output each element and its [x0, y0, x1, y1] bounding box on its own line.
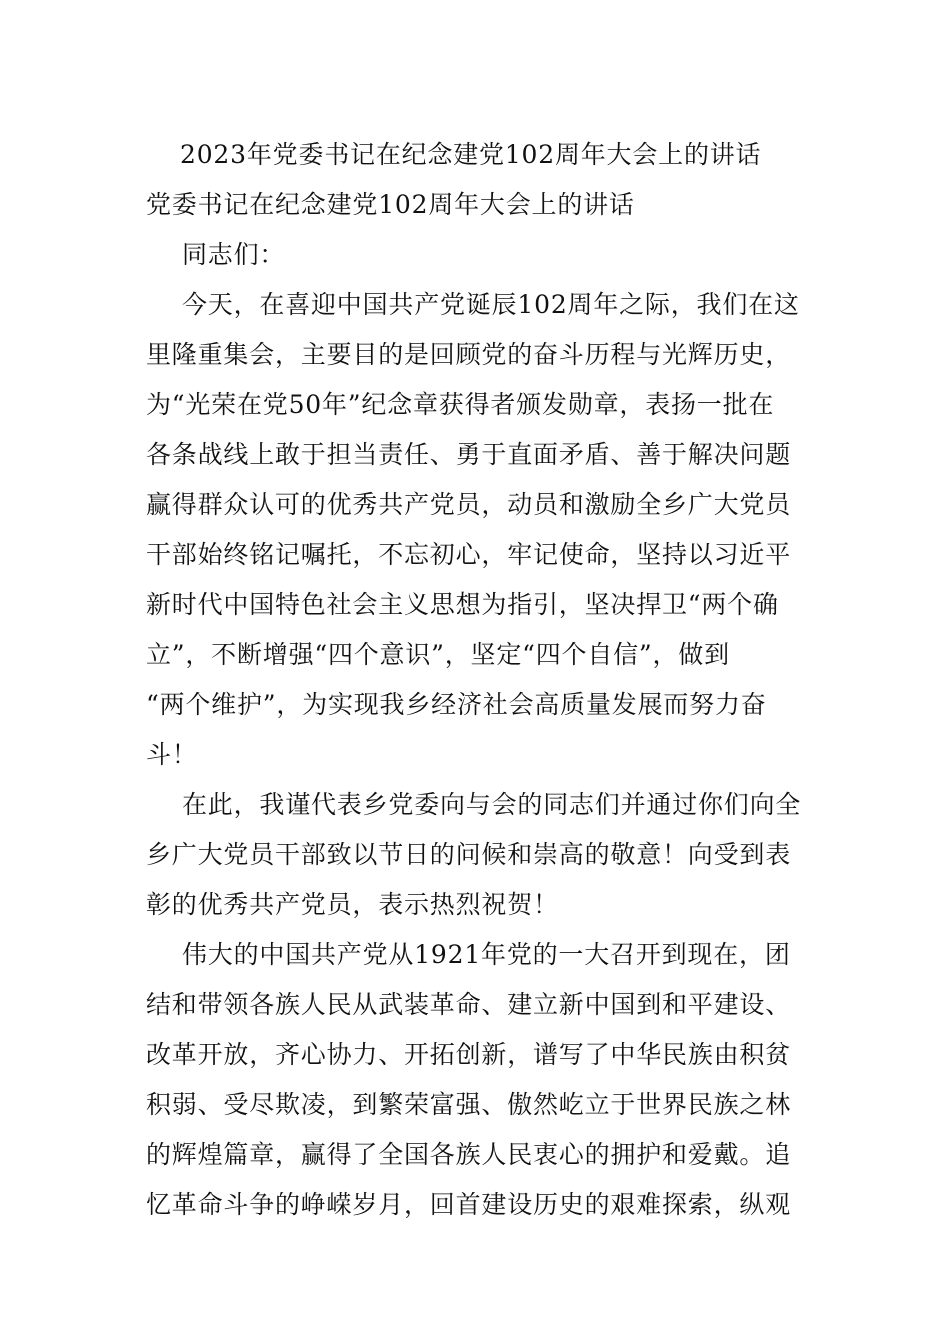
salutation: 同志们：: [182, 240, 286, 269]
paragraph-2-line-1: 在此，我谨代表乡党委向与会的同志们并通过你们向全: [182, 790, 802, 819]
paragraph-3-line-6: 忆革命斗争的峥嵘岁月，回首建设历史的艰难探索，纵观: [146, 1190, 792, 1219]
paragraph-2-line-3: 彰的优秀共产党员，表示热烈祝贺！: [146, 890, 559, 919]
paragraph-1-line-1: 今天，在喜迎中国共产党诞辰102周年之际，我们在这: [182, 290, 800, 319]
paragraph-3-line-5: 的辉煌篇章，赢得了全国各族人民衷心的拥护和爱戴。追: [146, 1140, 792, 1169]
paragraph-2-line-2: 乡广大党员干部致以节日的问候和崇高的敬意！向受到表: [146, 840, 792, 869]
paragraph-1-line-9: “两个维护”，为实现我乡经济社会高质量发展而努力奋: [146, 690, 767, 719]
paragraph-1-line-2: 里隆重集会，主要目的是回顾党的奋斗历程与光辉历史，: [146, 340, 792, 369]
paragraph-1-line-4: 各条战线上敢于担当责任、勇于直面矛盾、善于解决问题: [146, 440, 792, 469]
paragraph-3-line-3: 改革开放，齐心协力、开拓创新，谱写了中华民族由积贫: [146, 1040, 792, 1069]
paragraph-1-line-8: 立”，不断增强“四个意识”，坚定“四个自信”，做到: [146, 640, 730, 669]
paragraph-1-line-6: 干部始终铭记嘱托，不忘初心，牢记使命，坚持以习近平: [146, 540, 792, 569]
paragraph-3-line-1: 伟大的中国共产党从1921年党的一大召开到现在，团: [182, 940, 791, 969]
document-title: 2023年党委书记在纪念建党102周年大会上的讲话: [180, 140, 762, 169]
document-body: [146, 130, 804, 1230]
paragraph-1-line-3: 为“光荣在党50年”纪念章获得者颁发勋章，表扬一批在: [146, 390, 775, 419]
paragraph-1-line-5: 赢得群众认可的优秀共产党员，动员和激励全乡广大党员: [146, 490, 792, 519]
document-subtitle: 党委书记在纪念建党102周年大会上的讲话: [146, 190, 635, 219]
paragraph-1-line-7: 新时代中国特色社会主义思想为指引，坚决捍卫“两个确: [146, 590, 779, 619]
paragraph-3-line-2: 结和带领各族人民从武装革命、建立新中国到和平建设、: [146, 990, 792, 1019]
paragraph-3-line-4: 积弱、受尽欺凌，到繁荣富强、傲然屹立于世界民族之林: [146, 1090, 792, 1119]
paragraph-1-line-10: 斗！: [146, 740, 198, 769]
